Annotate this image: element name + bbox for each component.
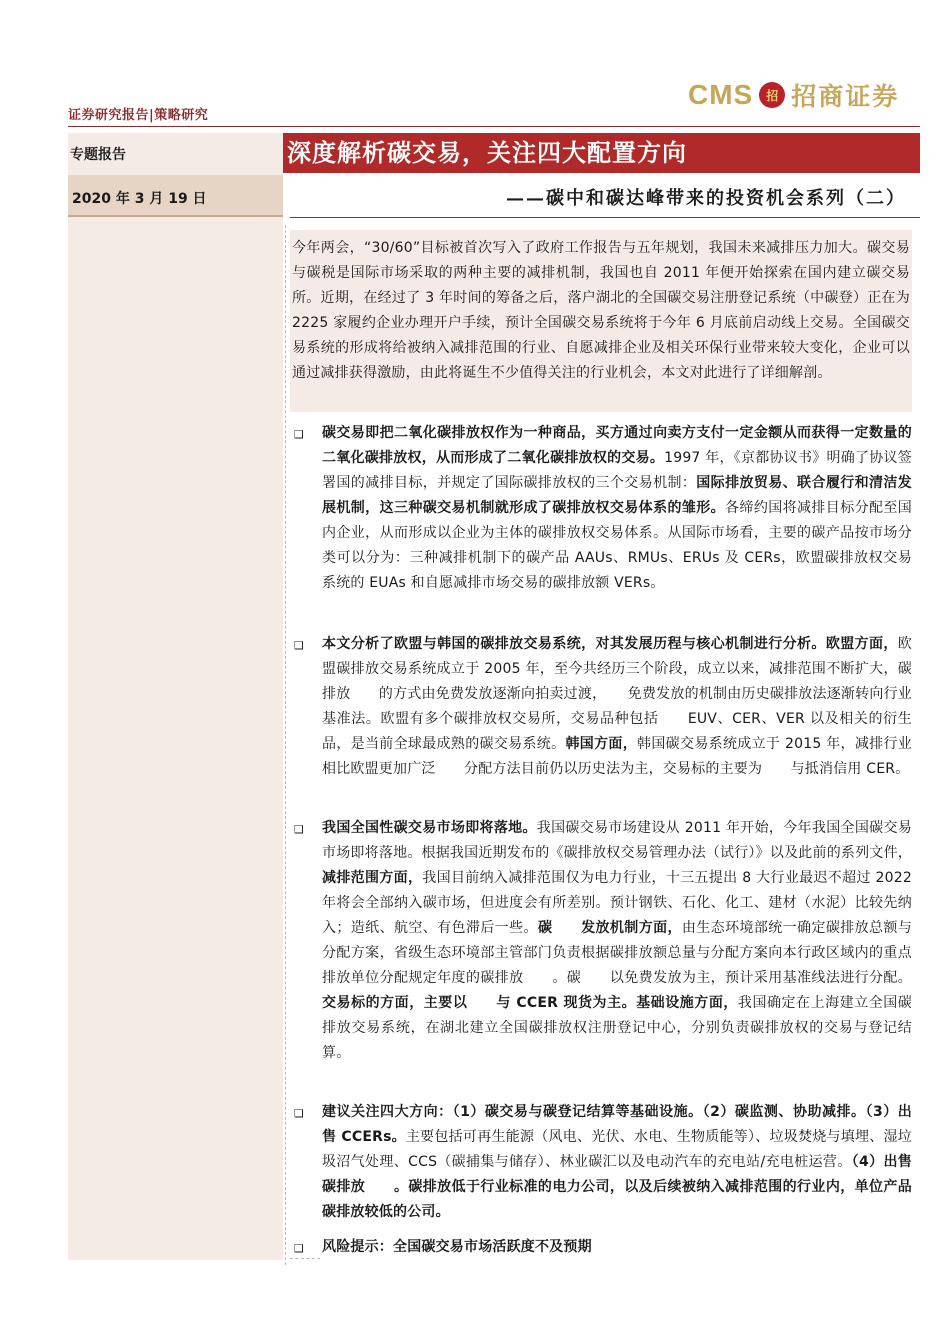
point-3-text-3: 由生态环境部统一确定碳排放总额与分配方案，省级生态环境部主管部门负责根据碳排放额总量与分配方案向本行政区域内的重点排放单位分配规定年度的碳排放 。碳 以免费发放为主，预计采用基准线法进行分配。 <box>322 920 913 986</box>
point-3-text-4: 我国确定在上海建立全国碳排放交易系统，在湖北建立全国碳排放权注册登记中心，分别负责碳排放权的交易与登记结算。 <box>322 995 912 1061</box>
point-1-text-1: 1997 年，《京都协议书》明确了协议签署国的减排目标，并规定了国际碳排放权的三个交易机制： <box>322 450 912 491</box>
point-3-bold-2: 减排范围方面， <box>322 870 423 886</box>
point-3-bold-1: 我国全国性碳交易市场即将落地。 <box>322 820 537 836</box>
header-divider <box>68 126 920 127</box>
report-date: 2020 年 3 月 19 日 <box>72 191 207 207</box>
bullet-icon: ❑ <box>294 639 304 652</box>
point-3 <box>322 816 912 1066</box>
logo-badge-icon: 招 <box>759 82 785 108</box>
point-1-bold-1: 碳交易即把二氧化碳排放权作为一种商品，买方通过向卖方支付一定金额从而获得一定数量的二氧化碳排放权，从而形成了二氧化碳排放权的交易。 <box>322 425 912 466</box>
cms-logo <box>688 78 899 112</box>
bottom-divider <box>290 1258 320 1259</box>
bullet-icon: ❑ <box>294 428 304 441</box>
risk-warning <box>322 1235 912 1260</box>
report-type: 专题报告 <box>70 147 126 163</box>
point-4-bold-2: （4）出售碳排放 。碳排放低于行业标准的电力公司，以及后续被纳入减排范围的行业内，单位产品碳排放较低的公司。 <box>322 1154 912 1220</box>
point-2-text-2: 韩国碳交易系统成立于 2015 年，减排行业相比欧盟更加广泛 分配方法目前仍以历史法为主，交易标的主要为 与抵消信用 CER。 <box>322 736 913 777</box>
point-3-bold-3: 碳 发放机制方面， <box>537 920 682 936</box>
left-sidebar <box>68 133 283 1260</box>
point-4-text-1: 主要包括可再生能源（风电、光伏、水电、生物质能等）、垃圾焚烧与填埋、湿垃圾沼气处理、CCS（碳捕集与储存）、林业碳汇以及电动汽车的充电站/充电桩运营。 <box>322 1129 912 1170</box>
page-title: 深度解析碳交易，关注四大配置方向 <box>287 138 687 167</box>
point-2-text-1: 欧盟碳排放交易系统成立于 2005 年，至今共经历三个阶段，成立以来，减排范围不断扩大，碳排放 的方式由免费发放逐渐向拍卖过渡， 免费发放的机制由历史碳排放法逐渐转向行业基准法。欧盟有多个碳排放权交易所，交易品种包括 EUV、CER、VER 以及相关的衍生品，是当前全球最成熟的碳交易系统。 <box>322 636 912 752</box>
point-3-text-1: 我国碳交易市场建设从 2011 年开始，今年我国全国碳交易市场即将落地。根据我国近期发布的《碳排放权交易管理办法（试行）》以及此前的系列文件， <box>322 820 912 861</box>
point-1-text-2: 各缔约国将减排目标分配至国内企业，从而形成以企业为主体的碳排放权交易体系。从国际市场看，主要的碳产品按市场分类可以分为：三种减排机制下的碳产品 AAUs、RMUs、ERUs 及 CERs，欧盟碳排放权交易系统的 EUAs 和自愿减排市场交易的碳排放额 VERs。 <box>322 500 912 591</box>
bullet-icon: ❑ <box>294 1242 304 1255</box>
point-3-text-2: 我国目前纳入减排范围仅为电力行业，十三五提出 8 大行业最迟不超过 2022 年将会全部纳入碳市场，但进度会有所差别。预计钢铁、石化、化工、建材（水泥）比较先纳入；造纸、航空、有色滞后一些。 <box>322 870 912 936</box>
point-1 <box>322 421 912 596</box>
point-1-bold-2: 国际排放贸易、联合履行和清洁发展机制，这三种碳交易机制就形成了碳排放权交易体系的雏形。 <box>322 475 913 516</box>
point-3-bold-4: 交易标的方面，主要以 与 CCER 现货为主。基础设施方面， <box>322 995 738 1011</box>
report-category-label: 证券研究报告|策略研究 <box>68 108 209 123</box>
summary-text: 今年两会，“30/60”目标被首次写入了政府工作报告与五年规划，我国未来减排压力加大。碳交易与碳税是国际市场采取的两种主要的减排机制，我国也自 2011 年便开始探索在国内建立碳交易所。近期，在经过了 3 年时间的筹备之后，落户湖北的全国碳交易注册登记系统（中碳登）正在为 2225 家履约企业办理开户手续，预计全国碳交易系统将于今年 6 月底前启动线上交易。全国碳交易系统的形成将给被纳入减排范围的行业、自愿减排企业及相关环保行业带来较大变化，企业可以通过减排获得激励，由此将诞生不少值得关注的行业机会，本文对此进行了详细解剖。 <box>292 240 910 381</box>
page-subtitle: ——碳中和碳达峰带来的投资机会系列（二） <box>506 188 906 209</box>
risk-warning-text: 风险提示：全国碳交易市场活跃度不及预期 <box>322 1239 592 1255</box>
column-guide <box>285 225 286 1265</box>
bullet-icon: ❑ <box>294 1107 304 1120</box>
point-2-bold-1: 本文分析了欧盟与韩国的碳排放交易系统，对其发展历程与核心机制进行分析。欧盟方面， <box>322 636 898 652</box>
point-4 <box>322 1100 912 1225</box>
point-4-bold-1: 建议关注四大方向：（1）碳交易与碳登记结算等基础设施。（2）碳监测、协助减排。（3）出售 CCERs。 <box>322 1104 912 1145</box>
logo-chinese-text: 招商证券 <box>791 82 900 111</box>
point-2-bold-2: 韩国方面， <box>565 736 638 752</box>
subtitle-divider <box>290 217 920 218</box>
point-2 <box>322 632 912 782</box>
bullet-icon: ❑ <box>294 823 304 836</box>
logo-cms-text: CMS <box>688 79 754 110</box>
